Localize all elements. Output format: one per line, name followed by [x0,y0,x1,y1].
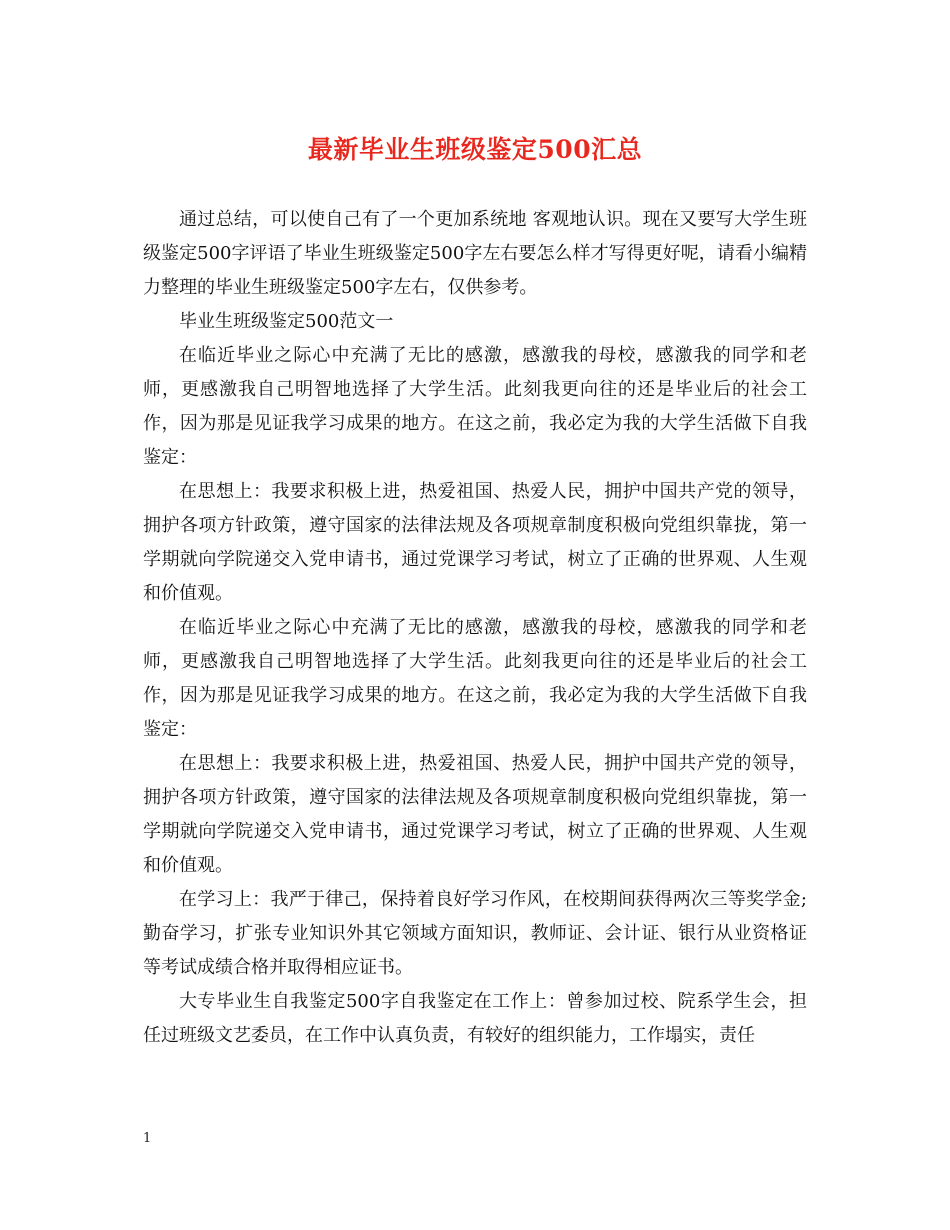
paragraph-gratitude-2: 在临近毕业之际心中充满了无比的感激，感激我的母校，感激我的同学和老师，更感激我自己明智地选择了大学生活。此刻我更向往的还是毕业后的社会工作，因为那是见证我学习成果的地方。在这之前，我必定为我的大学生活做下自我鉴定： [143,617,807,740]
paragraph-heading-sample-one: 毕业生班级鉴定500范文一 [179,311,394,332]
page-number: 1 [143,1131,152,1146]
document-body [143,203,807,1053]
document-title: 最新毕业生班级鉴定500汇总 [307,135,643,164]
paragraph-gratitude-1: 在临近毕业之际心中充满了无比的感激，感激我的母校，感激我的同学和老师，更感激我自己明智地选择了大学生活。此刻我更向往的还是毕业后的社会工作，因为那是见证我学习成果的地方。在这之前，我必定为我的大学生活做下自我鉴定： [143,345,807,468]
paragraph-ideology-1: 在思想上：我要求积极上进，热爱祖国、热爱人民，拥护中国共产党的领导，拥护各项方针政策，遵守国家的法律法规及各项规章制度积极向党组织靠拢，第一学期就向学院递交入党申请书，通过党课学习考试，树立了正确的世界观、人生观和价值观。 [143,481,807,604]
paragraph-work: 大专毕业生自我鉴定500字自我鉴定在工作上：曾参加过校、院系学生会，担任过班级文艺委员，在工作中认真负责，有较好的组织能力，工作塌实，责任 [143,991,807,1046]
paragraph-intro: 通过总结，可以使自己有了一个更加系统地 客观地认识。现在又要写大学生班级鉴定500字评语了毕业生班级鉴定500字左右要怎么样才写得更好呢，请看小编精力整理的毕业生班级鉴定500字左右，仅供参考。 [143,209,807,298]
paragraph-study: 在学习上：我严于律己，保持着良好学习作风，在校期间获得两次三等奖学金;勤奋学习，扩张专业知识外其它领域方面知识，教师证、会计证、银行从业资格证等考试成绩合格并取得相应证书。 [143,889,807,978]
paragraph-ideology-2: 在思想上：我要求积极上进，热爱祖国、热爱人民，拥护中国共产党的领导，拥护各项方针政策，遵守国家的法律法规及各项规章制度积极向党组织靠拢，第一学期就向学院递交入党申请书，通过党课学习考试，树立了正确的世界观、人生观和价值观。 [143,753,807,876]
